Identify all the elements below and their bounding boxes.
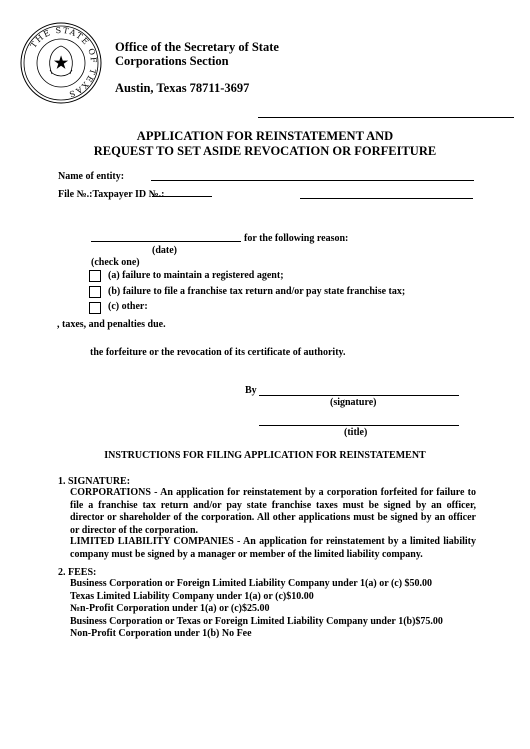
fee-item: Business Corporation or Foreign Limited Liability Company under 1(a) or (c) $50.00 [70,578,433,589]
instructions-heading: INSTRUCTIONS FOR FILING APPLICATION FOR REINSTATEMENT [104,450,426,461]
name-label: Name of entity: [58,171,125,182]
date-field[interactable] [91,241,241,242]
option-a-label: (a) failure to maintain a registered agent; [108,270,284,281]
fee-item: №n-Profit Corporation under 1(a) or (c)$25.00 [70,603,270,614]
seal-text: THE STATE OF TEXAS [28,25,99,100]
by-label: By [245,385,257,396]
fee-item: Business Corporation or Texas or Foreign Limited Liability Company under 1(b)$75.00 [70,616,443,627]
option-c-label: (c) other: [108,301,148,312]
taxes-text: , taxes, and penalties due. [57,319,166,330]
check-one-label: (check one) [91,257,140,268]
office-name: Office of the Secretary of State [115,40,279,54]
fees-section-heading: 2. FEES: [58,567,97,578]
fee-item: Non-Profit Corporation under 1(b) No Fee [70,628,252,639]
llc-paragraph: LIMITED LIABILITY COMPANIES - An application for reinstatement by a limited liability company must be signed by a manager or member of the limited liability company. [70,536,476,560]
forfeiture-text: the forfeiture or the revocation of its certificate of authority. [90,347,346,358]
fee-item: Texas Limited Liability Company under 1(a) or (c)$10.00 [70,591,314,602]
checkbox-option-c[interactable] [89,302,101,314]
form-title-line1: APPLICATION FOR REINSTATEMENT AND [136,129,394,143]
section-name: Corporations Section [115,54,229,68]
header-rule [258,117,514,118]
checkbox-option-b[interactable] [89,286,101,298]
file-number-field[interactable] [300,198,473,199]
date-label: (date) [152,245,177,256]
texas-state-seal [20,22,102,104]
taxpayer-id-field[interactable] [152,196,212,197]
reason-label: for the following reason: [244,233,349,244]
form-title-line2: REQUEST TO SET ASIDE REVOCATION OR FORFEITURE [93,144,437,158]
name-field[interactable] [151,180,474,181]
title-label: (title) [344,427,368,438]
option-b-label: (b) failure to file a franchise tax return and/or pay state franchise tax; [108,286,406,297]
corporations-paragraph: CORPORATIONS - An application for reinstatement by a corporation forfeited for failure to file a franchise tax return and/or pay state franchise taxes must be signed by an officer, director or shareholder of the corporation. All other applications must be signed by an officer or director of the corporation. [70,487,476,536]
file-label: File №.:Taxpayer ID №.: [58,189,165,200]
signature-label: (signature) [330,397,377,408]
seal-star-icon: ★ [53,55,69,72]
address: Austin, Texas 78711-3697 [115,81,250,95]
signature-section-heading: 1. SIGNATURE: [58,476,131,487]
checkbox-option-a[interactable] [89,270,101,282]
